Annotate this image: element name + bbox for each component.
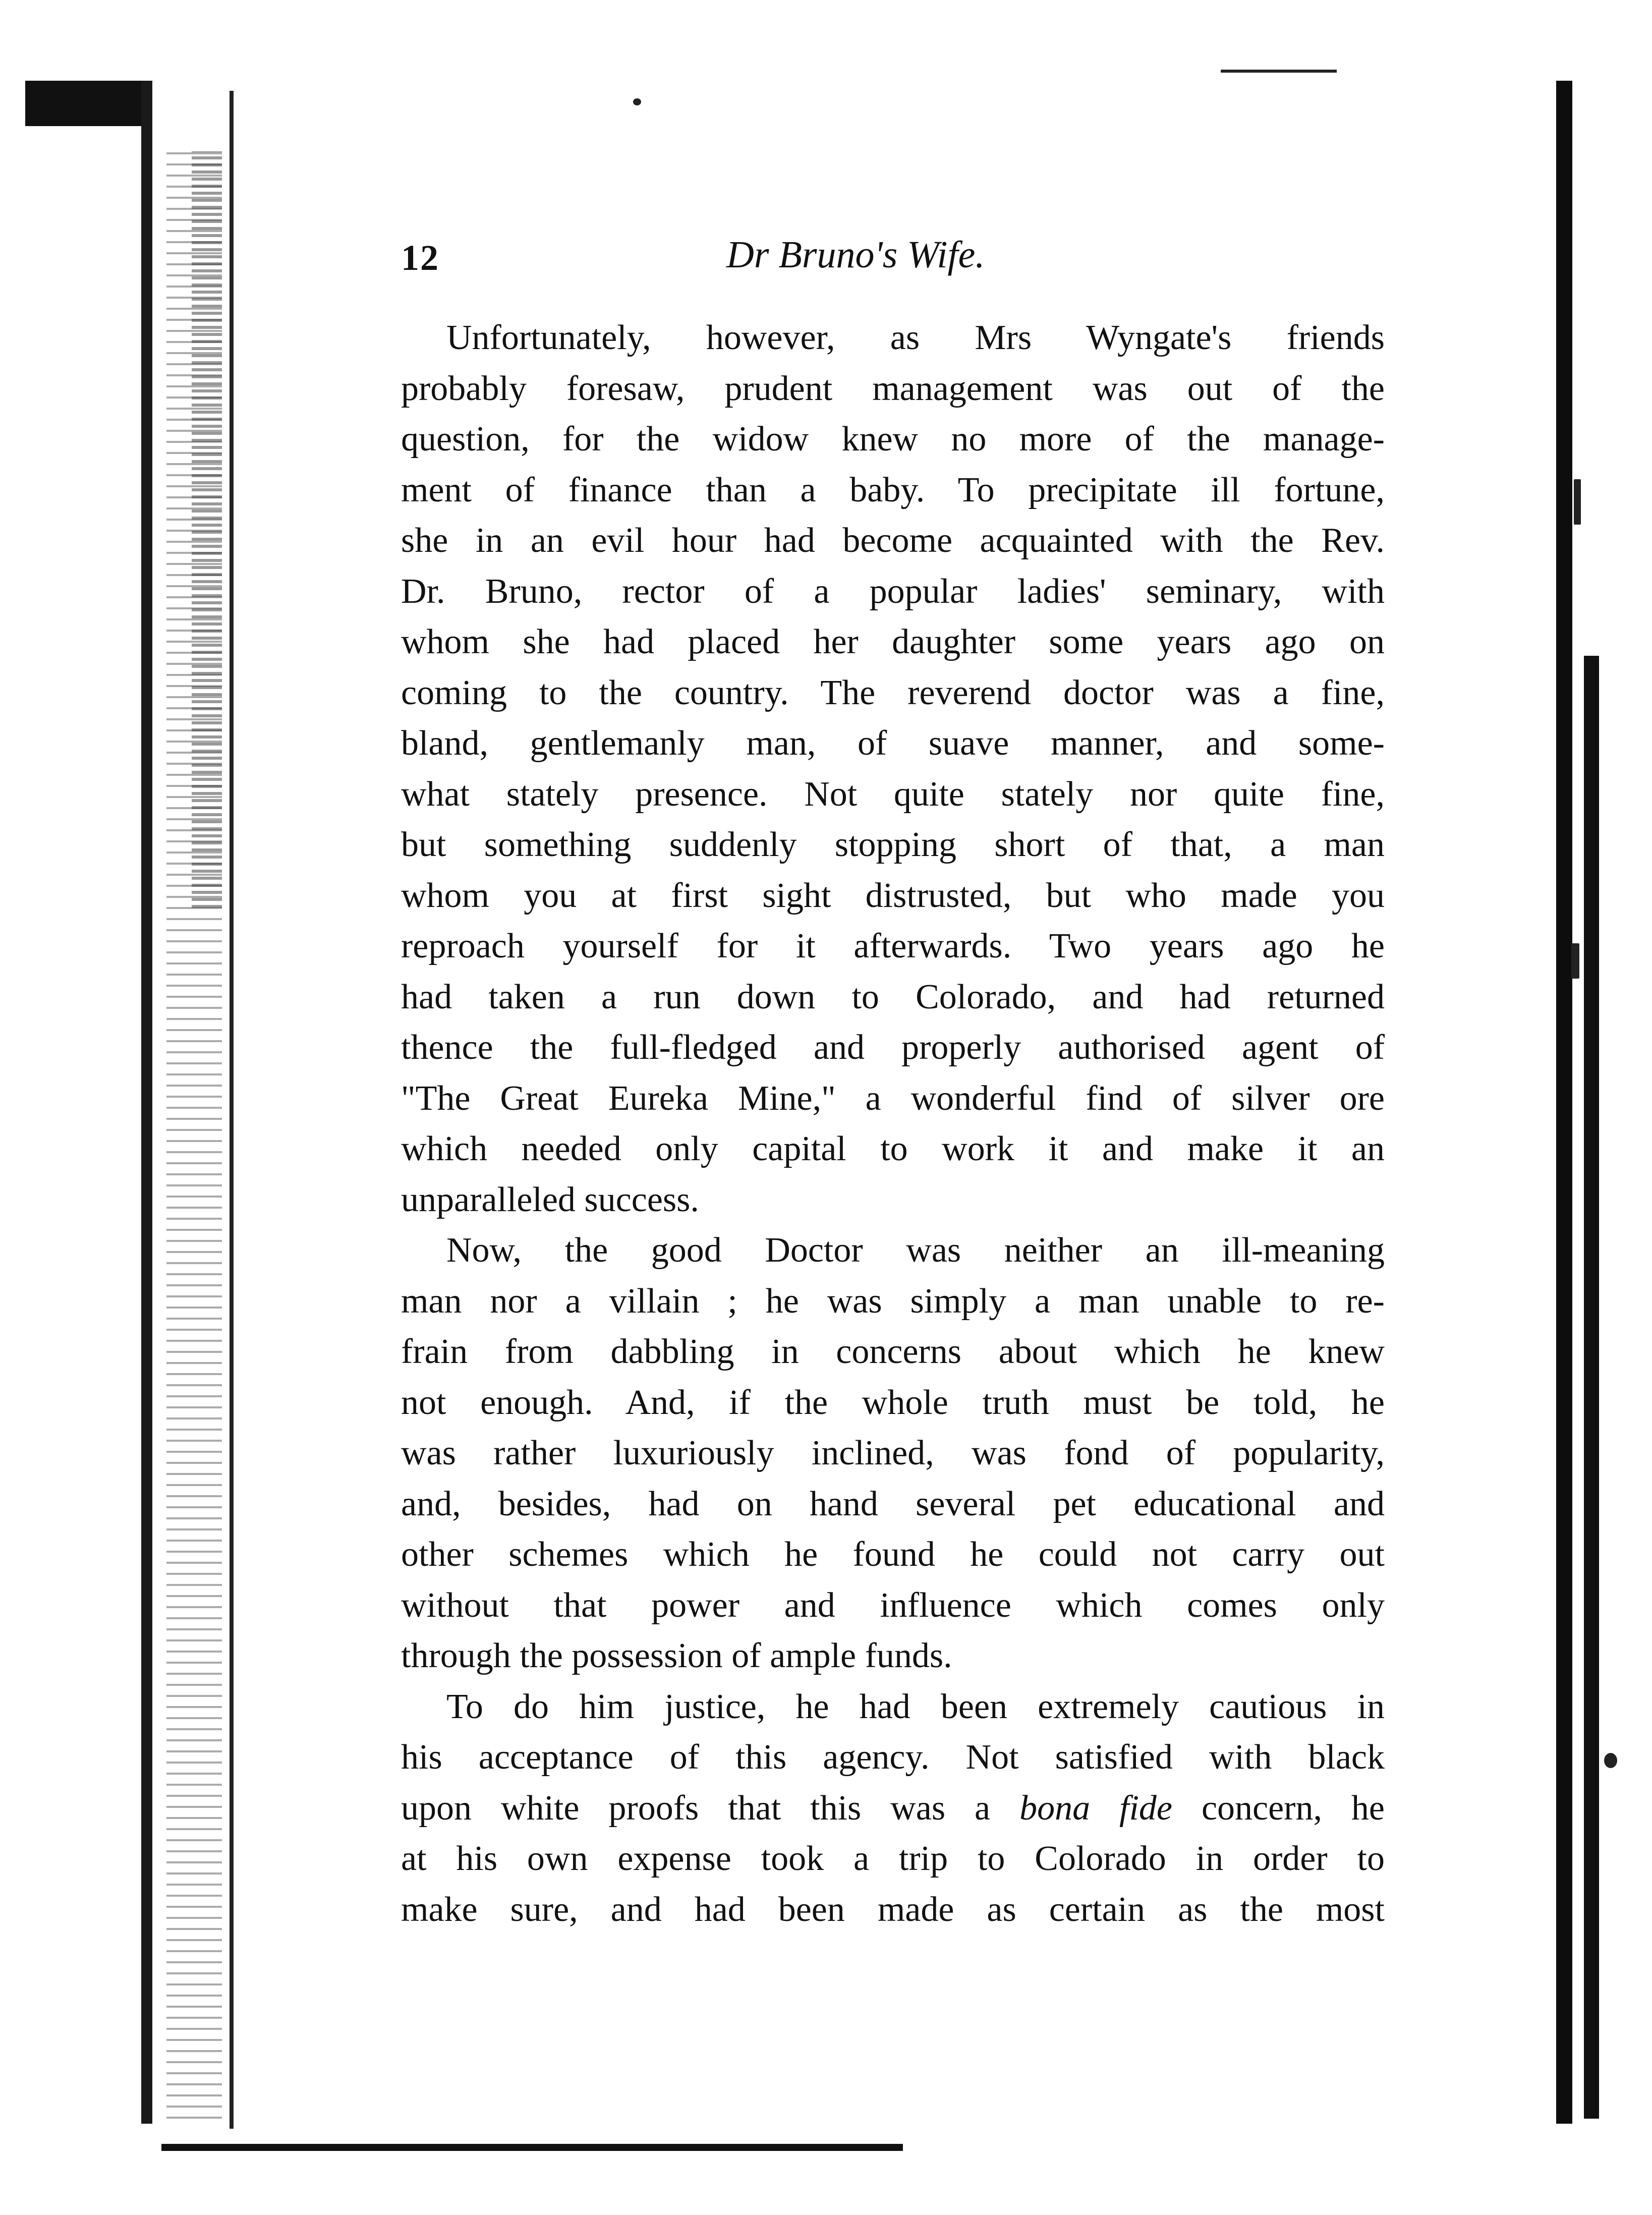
- text-line: Now, the good Doctor was neither an ill-meaning: [446, 1231, 1385, 1270]
- scan-speck: [633, 98, 641, 105]
- text-line: make sure, and had been made as certain as the most: [401, 1890, 1385, 1929]
- text-line: at his own expense took a trip to Colorado in order to: [401, 1839, 1385, 1878]
- scan-noise-left-dense: [192, 151, 222, 908]
- text-line: reproach yourself for it afterwards. Two years ago he: [401, 927, 1385, 965]
- text-line: through the possession of ample funds.: [401, 1636, 952, 1675]
- text-line: his acceptance of this agency. Not satisfied with black: [401, 1738, 1385, 1777]
- text-line: ment of finance than a baby. To precipitate ill fortune,: [401, 470, 1385, 509]
- body-text: [401, 313, 1385, 1935]
- text-line: whom you at first sight distrusted, but who made you: [401, 876, 1385, 915]
- text-line: and, besides, had on hand several pet educational and: [401, 1484, 1385, 1523]
- text-line: what stately presence. Not quite stately nor quite fine,: [401, 774, 1385, 814]
- scan-edge-left: [141, 81, 152, 2124]
- text-line: not enough. And, if the whole truth must be told, he: [401, 1383, 1385, 1422]
- paragraph-1: [401, 313, 1385, 1225]
- text-line: question, for the widow knew no more of the manage-: [401, 420, 1385, 459]
- text-run: concern, he: [1201, 1788, 1385, 1828]
- text-line-mixed: [401, 1783, 1385, 1834]
- text-line: without that power and influence which comes only: [401, 1585, 1385, 1625]
- text-line: unparalleled success.: [401, 1180, 699, 1219]
- scan-edge-bottom: [161, 2144, 903, 2151]
- scan-gutter-line: [230, 91, 234, 2129]
- text-line: Dr. Bruno, rector of a popular ladies' seminary, with: [401, 572, 1385, 611]
- text-line: was rather luxuriously inclined, was fond of popularity,: [401, 1434, 1385, 1472]
- scan-edge-right: [1556, 81, 1572, 2124]
- text-line: coming to the country. The reverend doctor was a fine,: [401, 673, 1385, 712]
- text-line: had taken a run down to Colorado, and had returned: [401, 977, 1385, 1016]
- scan-edge-right-outer: [1584, 656, 1599, 2119]
- paragraph-3: [401, 1682, 1385, 1936]
- text-line: but something suddenly stopping short of that, a man: [401, 825, 1385, 864]
- text-line: "The Great Eureka Mine," a wonderful find of silver ore: [401, 1078, 1385, 1118]
- running-head: Dr Bruno's Wife.: [726, 234, 985, 276]
- text-line: other schemes which he found he could not carry out: [401, 1535, 1385, 1574]
- paragraph-2: [401, 1225, 1385, 1682]
- text-line: which needed only capital to work it and make it an: [401, 1129, 1385, 1168]
- text-line: To do him justice, he had been extremely cautious in: [446, 1687, 1385, 1726]
- text-run: upon white proofs that this was a: [401, 1788, 991, 1828]
- text-line: Unfortunately, however, as Mrs Wyngate's friends: [446, 318, 1385, 357]
- text-line: probably foresaw, prudent management was out of the: [401, 369, 1385, 408]
- text-line: bland, gentlemanly man, of suave manner, and some-: [401, 724, 1385, 763]
- scan-edge-block: [25, 81, 146, 126]
- scan-speck: [1574, 479, 1581, 525]
- scan-speck: [1571, 943, 1579, 979]
- text-line: man nor a villain ; he was simply a man unable to re-: [401, 1281, 1385, 1321]
- page-number: 12: [401, 238, 439, 278]
- italic-phrase: bona fide: [1019, 1788, 1172, 1828]
- text-line: frain from dabbling in concerns about which he knew: [401, 1332, 1385, 1371]
- scan-top-dash: [1221, 70, 1337, 73]
- scan-speck: [1604, 1753, 1617, 1768]
- text-line: whom she had placed her daughter some years ago on: [401, 622, 1385, 661]
- text-line: thence the full-fledged and properly authorised agent of: [401, 1028, 1385, 1067]
- text-line: she in an evil hour had become acquainted with the Rev.: [401, 521, 1385, 560]
